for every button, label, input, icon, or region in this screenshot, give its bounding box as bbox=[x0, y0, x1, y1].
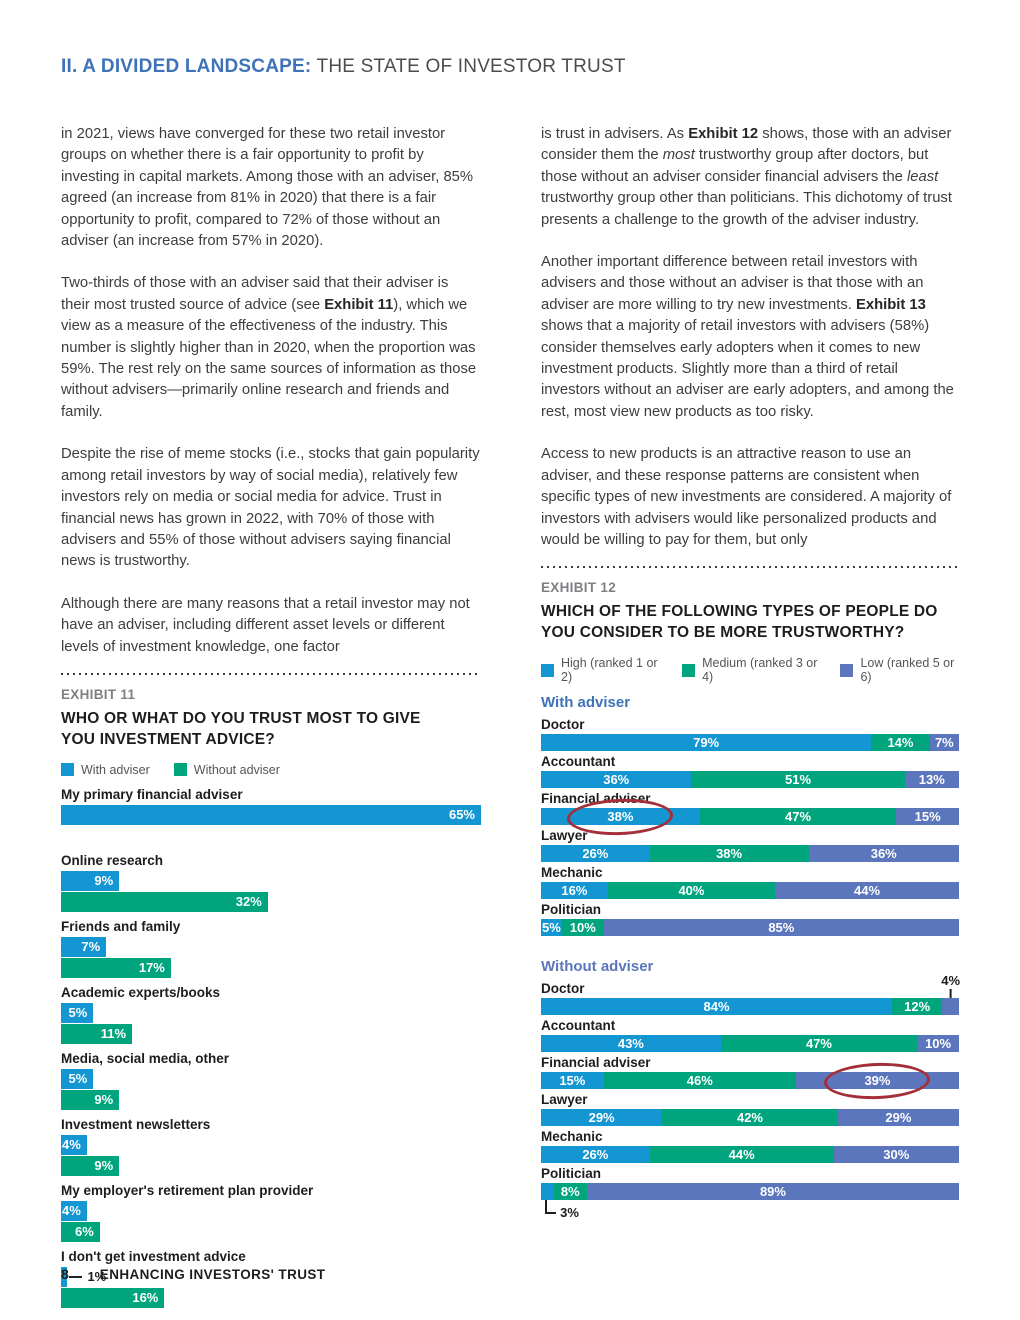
bar-value-label: 51% bbox=[785, 772, 812, 788]
legend-item bbox=[174, 763, 280, 777]
bar-segment bbox=[604, 1072, 796, 1089]
bar-value-label: 13% bbox=[918, 772, 945, 788]
section-number-label: II. A DIVIDED LANDSCAPE: bbox=[61, 56, 312, 77]
bar-value-label: 16% bbox=[561, 883, 588, 899]
bar-segment bbox=[61, 937, 106, 957]
bar-category-label: Friends and family bbox=[61, 918, 181, 934]
exhibit-12-legend bbox=[541, 656, 959, 684]
bar-value-label: 5% bbox=[68, 1005, 88, 1021]
bar-segment bbox=[61, 1156, 119, 1176]
bar-category-label: Doctor bbox=[541, 717, 585, 733]
exhibit-11 bbox=[61, 673, 481, 1308]
left-column bbox=[61, 124, 481, 1315]
bar-value-label: 16% bbox=[132, 1290, 159, 1306]
stacked-bar-row bbox=[541, 1129, 959, 1163]
bar-category-label: Media, social media, other bbox=[61, 1050, 230, 1066]
stacked-bar-row bbox=[541, 828, 959, 862]
bar-segment bbox=[541, 808, 700, 825]
paragraph: is trust in advisers. As Exhibit 12 shows, those with an adviser consider them the most trustworthy group after doctors, but those without an adviser consider financial advisers the least trustworthy group other than politicians. This dichotomy of trust presents a challenge to the growth of the adviser industry. bbox=[541, 126, 952, 228]
bar-segment bbox=[838, 1109, 959, 1126]
dotted-divider bbox=[541, 566, 959, 568]
bar-spacer bbox=[61, 826, 481, 846]
bar-line bbox=[61, 1069, 481, 1089]
bar-line bbox=[61, 1201, 481, 1221]
paragraph: Although there are many reasons that a retail investor may not have an adviser, including different asset levels or different levels of investment knowledge, one factor bbox=[61, 595, 470, 655]
bar-segment bbox=[61, 1090, 119, 1110]
bar-category-label: Accountant bbox=[541, 754, 616, 770]
bar-segment bbox=[700, 808, 896, 825]
bar-segment bbox=[61, 871, 119, 891]
legend-item bbox=[682, 656, 820, 684]
bar-row bbox=[61, 853, 481, 912]
bar-category-label: I don't get investment advice bbox=[61, 1248, 246, 1264]
bar-category-label: Accountant bbox=[541, 1018, 616, 1034]
bar-value-label: 9% bbox=[94, 1158, 114, 1174]
exhibit-number: EXHIBIT 11 bbox=[61, 686, 136, 702]
stacked-bar bbox=[541, 808, 959, 825]
bar-value-label: 11% bbox=[100, 1026, 127, 1042]
bar-value-label: 1% bbox=[87, 1269, 107, 1285]
stacked-bar-row bbox=[541, 973, 961, 1015]
legend-label: Medium (ranked 3 or 4) bbox=[702, 656, 818, 685]
bar-value-label: 84% bbox=[703, 999, 730, 1015]
bar-row bbox=[61, 919, 481, 978]
legend-label: Without adviser bbox=[193, 762, 280, 777]
bar-category-label: My primary financial adviser bbox=[61, 786, 243, 802]
section-header bbox=[61, 56, 959, 78]
value-callout bbox=[545, 1200, 579, 1221]
bar-segment bbox=[541, 1183, 554, 1200]
bar-value-label: 4% bbox=[62, 1137, 81, 1153]
bar-segment bbox=[608, 882, 775, 899]
bar-value-label: 43% bbox=[617, 1036, 644, 1052]
stacked-bar-row bbox=[541, 1018, 959, 1052]
bar-segment bbox=[604, 919, 959, 936]
bar-segment bbox=[662, 1109, 838, 1126]
bar-segment bbox=[562, 919, 604, 936]
bar-category-label: Financial adviser bbox=[541, 1055, 651, 1071]
bar-category-label: Investment newsletters bbox=[61, 1116, 211, 1132]
bar-row bbox=[61, 787, 481, 846]
bar-segment bbox=[691, 771, 904, 788]
bar-value-label: 89% bbox=[759, 1184, 786, 1200]
group-heading: Without adviser bbox=[541, 958, 654, 976]
bar-segment bbox=[917, 1035, 959, 1052]
report-title: ENHANCING INVESTORS' TRUST bbox=[99, 1267, 326, 1282]
bar-segment bbox=[61, 1024, 132, 1044]
bar-value-label: 38% bbox=[716, 846, 743, 862]
bar-segment bbox=[554, 1183, 587, 1200]
stacked-bar bbox=[541, 882, 959, 899]
stacked-bar-row bbox=[541, 754, 959, 788]
bar-segment bbox=[61, 1222, 100, 1242]
bar-line bbox=[61, 1090, 481, 1110]
legend-item bbox=[840, 656, 959, 684]
bar-value-label: 6% bbox=[74, 1224, 94, 1240]
bar-line bbox=[61, 1003, 481, 1023]
bar-value-label: 42% bbox=[736, 1110, 763, 1126]
bar-value-label: 40% bbox=[678, 883, 705, 899]
bar-line bbox=[61, 871, 481, 891]
bar-value-label: 8% bbox=[560, 1184, 580, 1200]
legend-swatch-icon bbox=[174, 763, 187, 776]
legend-swatch-icon bbox=[682, 664, 695, 677]
paragraph: Another important difference between retail investors with advisers and those without an adviser is that those with an adviser are more willing to try new investments. Exhibit 13 shows that a majority of retail investors with advisers (58%) consider themselves early adopters when it comes to new investment products. Slightly more than a third of retail investors without an adviser are early adopters, and among the rest, most view new products as too risky. bbox=[541, 254, 954, 420]
bar-category-label: Politician bbox=[541, 902, 602, 918]
bar-value-label: 39% bbox=[864, 1073, 891, 1089]
bar-value-label: 3% bbox=[560, 1205, 579, 1221]
bar-segment bbox=[721, 1035, 917, 1052]
group-heading: With adviser bbox=[541, 694, 631, 712]
bar-value-label: 7% bbox=[81, 939, 101, 955]
bar-segment bbox=[905, 771, 959, 788]
stacked-bar-row bbox=[541, 1055, 959, 1089]
bar-segment bbox=[541, 771, 691, 788]
bar-value-label: 17% bbox=[138, 960, 165, 976]
stacked-bar bbox=[541, 1109, 959, 1126]
bar-segment bbox=[541, 1109, 662, 1126]
bar-value-label: 5% bbox=[542, 920, 561, 936]
bar-row bbox=[61, 1051, 481, 1110]
exhibit-11-legend bbox=[61, 763, 481, 777]
bar-segment bbox=[541, 1146, 650, 1163]
bar-segment bbox=[61, 958, 171, 978]
bar-segment bbox=[809, 845, 959, 862]
stacked-bar bbox=[541, 845, 959, 862]
bar-value-label: 36% bbox=[870, 846, 897, 862]
bar-segment bbox=[650, 1146, 834, 1163]
exhibit-title: WHICH OF THE FOLLOWING TYPES OF PEOPLE DO YOU CONSIDER TO BE MORE TRUSTWORTHY? bbox=[541, 603, 938, 642]
paragraph: in 2021, views have converged for these two retail investor groups on whether there is a fair opportunity to profit by investing in capital markets. Among those with an adviser, 85% agreed (an increase from 81% in 2020) that there is a fair opportunity to profit, compared to 72% of those without an adviser (an increase from 57% in 2020). bbox=[61, 126, 474, 250]
stacked-bar bbox=[541, 1183, 959, 1221]
bar-segment bbox=[541, 1035, 721, 1052]
bar-value-label: 9% bbox=[94, 1092, 114, 1108]
bar-segment bbox=[541, 919, 562, 936]
bar-segment bbox=[61, 1135, 87, 1155]
section-title: THE STATE OF INVESTOR TRUST bbox=[311, 56, 626, 77]
page-footer bbox=[61, 1266, 326, 1285]
bar-value-label: 65% bbox=[448, 807, 475, 823]
bar-segment bbox=[587, 1183, 959, 1200]
bar-value-label: 5% bbox=[68, 1071, 88, 1087]
stacked-bar bbox=[541, 734, 959, 751]
callout-line bbox=[545, 1200, 556, 1214]
exhibit-12 bbox=[541, 566, 961, 1221]
bar-segment bbox=[61, 1288, 164, 1308]
bar-value-label: 9% bbox=[94, 873, 114, 889]
stacked-bar-row bbox=[541, 865, 959, 899]
stacked-bar-row bbox=[541, 1166, 959, 1221]
exhibit-title: WHO OR WHAT DO YOU TRUST MOST TO GIVE YOU INVESTMENT ADVICE? bbox=[61, 709, 421, 748]
bar-segment bbox=[896, 808, 959, 825]
bar-category-label: My employer's retirement plan provider bbox=[61, 1182, 314, 1198]
bar-segment bbox=[871, 734, 930, 751]
bar-value-label: 10% bbox=[925, 1036, 952, 1052]
exhibit-12-chart bbox=[541, 694, 961, 1221]
bar-line bbox=[61, 1288, 481, 1308]
bar-value-label: 30% bbox=[883, 1147, 910, 1163]
stacked-bar bbox=[541, 1072, 959, 1089]
exhibit-11-chart bbox=[61, 787, 481, 1308]
stacked-bar bbox=[541, 1146, 959, 1163]
bar-value-label: 26% bbox=[582, 1147, 609, 1163]
bar-segment bbox=[650, 845, 809, 862]
bar-value-label: 7% bbox=[934, 735, 954, 751]
bar-value-label: 10% bbox=[569, 920, 596, 936]
bar-value-label: 4% bbox=[941, 973, 961, 989]
bar-line bbox=[61, 892, 481, 912]
stacked-bar-row bbox=[541, 902, 959, 936]
bar-category-label: Lawyer bbox=[541, 1092, 588, 1108]
page-number: 8 bbox=[61, 1266, 69, 1282]
dotted-divider bbox=[61, 673, 481, 675]
bar-line bbox=[61, 937, 481, 957]
exhibit-number: EXHIBIT 12 bbox=[541, 580, 617, 596]
bar-value-label: 29% bbox=[588, 1110, 615, 1126]
stacked-bar bbox=[541, 919, 959, 936]
bar-value-label: 47% bbox=[805, 1036, 832, 1052]
bar-segment bbox=[61, 1201, 87, 1221]
bar-category-label: Academic experts/books bbox=[61, 984, 221, 1000]
bar-segment bbox=[541, 882, 608, 899]
legend-swatch-icon bbox=[61, 763, 74, 776]
bar-category-label: Financial adviser bbox=[541, 791, 651, 807]
bar-value-label: 79% bbox=[693, 735, 720, 751]
bar-segment bbox=[541, 734, 871, 751]
bar-segment bbox=[892, 998, 942, 1015]
bar-line bbox=[61, 958, 481, 978]
bar-value-label: 47% bbox=[785, 809, 812, 825]
bar-line bbox=[61, 1024, 481, 1044]
legend-label: With adviser bbox=[81, 762, 150, 777]
value-callout bbox=[941, 974, 960, 998]
bar-line bbox=[61, 805, 481, 825]
paragraph: Access to new products is an attractive reason to use an adviser, and these response patterns are consistent when specific types of new investments are considered. A majority of investors with advisers would like personalized products and would be willing to pay for them, but only bbox=[541, 446, 952, 548]
stacked-bar-row bbox=[541, 717, 959, 751]
legend-label: Low (ranked 5 or 6) bbox=[860, 656, 955, 685]
bar-segment bbox=[942, 998, 959, 1015]
bar-segment bbox=[775, 882, 959, 899]
bar-segment bbox=[930, 734, 959, 751]
bar-segment bbox=[61, 1003, 93, 1023]
bar-category-label: Mechanic bbox=[541, 1129, 603, 1145]
bar-segment bbox=[796, 1072, 959, 1089]
legend-swatch-icon bbox=[840, 664, 853, 677]
bar-value-label: 14% bbox=[887, 735, 914, 751]
bar-row bbox=[61, 985, 481, 1044]
legend-swatch-icon bbox=[541, 664, 554, 677]
bar-line bbox=[61, 1156, 481, 1176]
bar-value-label: 32% bbox=[235, 894, 262, 910]
legend-item bbox=[541, 656, 662, 684]
legend-item bbox=[61, 763, 150, 777]
callout-line bbox=[950, 989, 952, 998]
bar-value-label: 36% bbox=[603, 772, 630, 788]
bar-segment bbox=[541, 998, 892, 1015]
two-column-layout bbox=[61, 124, 959, 1315]
stacked-bar-row bbox=[541, 1092, 959, 1126]
bar-value-label: 15% bbox=[559, 1073, 586, 1089]
bar-row bbox=[61, 1117, 481, 1176]
stacked-bar bbox=[541, 771, 959, 788]
bar-row bbox=[61, 1183, 481, 1242]
bar-category-label: Online research bbox=[61, 852, 164, 868]
paragraph: Two-thirds of those with an adviser said that their adviser is their most trusted source of advice (see Exhibit 11), which we view as a measure of the effectiveness of the industry. This number is slightly higher than in 2020, when the proportion was 59%. The rest rely on the same sources of information as those without advisers—primarily online research and friends and family. bbox=[61, 275, 477, 420]
bar-segment bbox=[61, 805, 481, 825]
legend-label: High (ranked 1 or 2) bbox=[561, 656, 658, 685]
bar-line bbox=[61, 1222, 481, 1242]
bar-category-label: Doctor bbox=[541, 981, 585, 997]
bar-value-label: 38% bbox=[607, 809, 634, 825]
bar-category-label: Mechanic bbox=[541, 865, 603, 881]
bar-value-label: 4% bbox=[62, 1203, 81, 1219]
right-column bbox=[541, 124, 959, 1220]
stacked-bar bbox=[541, 1035, 959, 1052]
bar-value-label: 29% bbox=[885, 1110, 912, 1126]
bar-segment bbox=[541, 1072, 604, 1089]
bar-segment bbox=[834, 1146, 959, 1163]
bar-value-label: 15% bbox=[914, 809, 941, 825]
bar-value-label: 12% bbox=[904, 999, 931, 1015]
bar-value-label: 46% bbox=[686, 1073, 713, 1089]
bar-value-label: 85% bbox=[768, 920, 795, 936]
bar-value-label: 26% bbox=[582, 846, 609, 862]
paragraph: Despite the rise of meme stocks (i.e., stocks that gain popularity among retail investors by way of social media), relatively few investors rely on media or social media for advice. Trust in financial news has grown in 2022, with 70% of those with advisers and 55% of those without advisers saying financial news is trustworthy. bbox=[61, 446, 480, 570]
bar-category-label: Politician bbox=[541, 1166, 602, 1182]
bar-value-label: 44% bbox=[728, 1147, 755, 1163]
bar-category-label: Lawyer bbox=[541, 828, 588, 844]
bar-segment bbox=[61, 892, 268, 912]
stacked-bar-row bbox=[541, 791, 959, 825]
bar-segment bbox=[61, 1069, 93, 1089]
bar-value-label: 44% bbox=[854, 883, 881, 899]
bar-segment bbox=[541, 845, 650, 862]
bar-line bbox=[61, 1135, 481, 1155]
